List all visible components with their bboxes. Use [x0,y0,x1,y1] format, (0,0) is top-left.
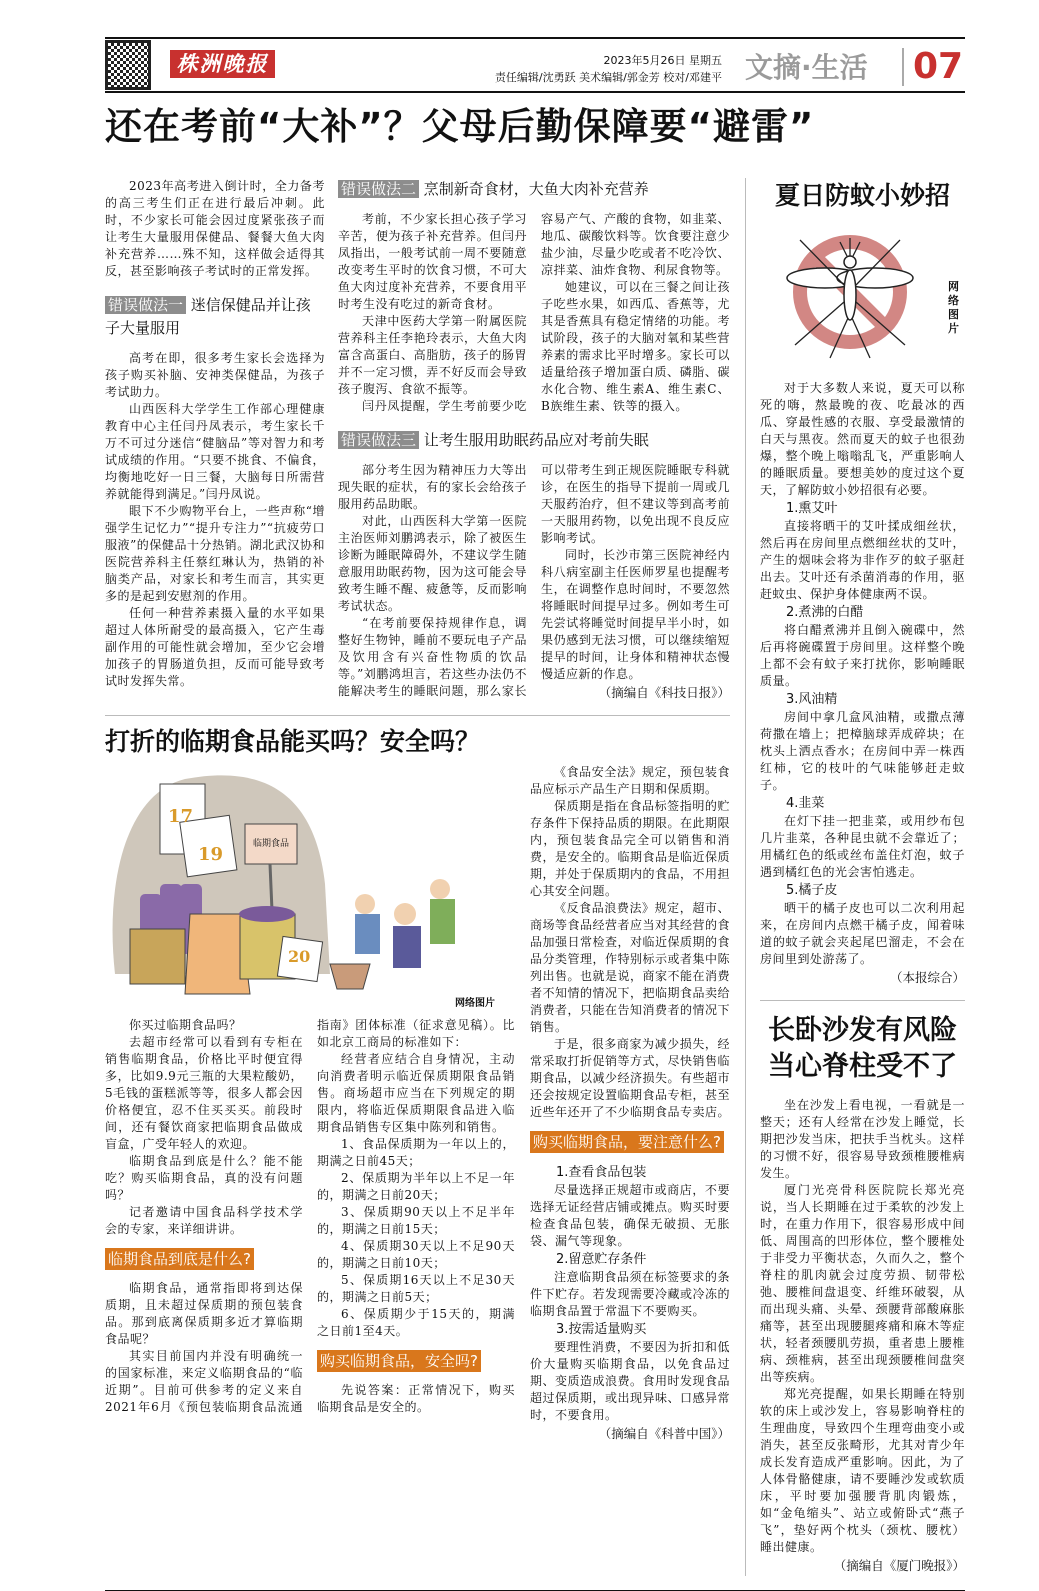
paragraph: 保质期是指在食品标签指明的贮存条件下保持品质的期限。在此期限内，预包装食品完全可以销售和消费，是安全的。临期食品是临近保质期，并处于保质期内的食品，不用担心其安全问题。 [530,799,731,898]
article-divider [105,715,730,716]
paragraph: 临期食品到底是什么？能不能吃？购买临期食品，真的没有问题吗？ [105,1154,303,1202]
tip-body: 直接将晒干的艾叶揉成细丝状，然后再在房间里点燃细丝状的艾叶，产生的烟味会将为非作歹的蚊子驱赶出去。艾叶还有杀菌消毒的作用，驱赶蚊虫、保护身体健康两不误。 [760,519,965,601]
issue-date: 2023年5月26日 星期五 [603,54,722,67]
tip-3 [760,690,965,794]
headline-sofa [760,1013,965,1085]
paragraph: 经营者应结合自身情况，主动向消费者明示临近保质期限食品销售。商场超市应当在下列规定的期限内，将临近保质期限食品进入临期食品销售专区集中陈列和销售。 [317,1052,515,1134]
tip-5 [760,881,965,968]
paragraph: 2、保质期为半年以上不足一年的，期满之日前20天； [317,1171,515,1202]
exam-s3-body [338,462,730,703]
paragraph: 《食品安全法》规定，预包装食品应标示产品生产日期和保质期。 [530,765,730,796]
exam-s1-heading [105,294,325,340]
paragraph: 对于大多数人来说，夏天可以称死的嗨，熬最晚的夜、吃最冰的西瓜、穿最性感的衣服、享受最激情的白天与黑夜。然而夏天的蚊子也很劲爆，整个晚上嗡嗡乱飞，严重影响人的睡眠质量。要想美妙的度过这个夏天，了解防蚊小妙招很有必要。 [760,381,965,497]
headline-mosquito: 夏日防蚊小妙招 [774,181,950,210]
paragraph: 闫丹凤提醒，学生考前要少吃容易产气、产酸的食物，如韭菜、地瓜、碳酸饮料等。饮食要注意少盐少油，尽量少吃或者不吃冷饮、凉拌菜、油炸食物、利尿食物等。 [362,212,730,413]
paragraph: 部分考生因为精神压力大等出现失眠的症状，有的家长会给孩子服用药品助眠。 [338,463,527,511]
exam-article [105,178,730,703]
tip-body: 要理性消费，不要因为折扣和低价大量购买临期食品，以免食品过期、变质造成浪费。食用时发现食品超过保质期，或出现异味、口感异常时，不要食用。 [530,1340,731,1422]
paragraph: 同时，长沙市第三医院神经内科八病室副主任医师罗星也提醒考生，在调整作息时间时，不要忽然将睡眠时间提早过多。例如考生可先尝试将睡觉时间提早半小时，如果仍感到无法习惯，可以继续缩短提早的时间，让身体和精神状态慢慢适应新的作息。 [541,548,730,681]
tip-heading: 5.橘子皮 [786,883,838,898]
food-s2-tag: 购买临期食品，安全吗? [317,1350,481,1372]
paragraph: 眼下不少购物平台上，一些声称“增强学生记忆力”“提升专注力”“抗疲劳口服液”的保健品十分热销。湖北武汉协和医院营养科主任蔡红琳认为，热销的补脑类产品，对家长和考生而言，其实更多的是起到安慰剂的作用。 [105,504,325,603]
exam-s2-body [338,211,730,415]
exam-s3-title: 让考生服用助眠药品应对考前失眠 [423,431,649,449]
food-tip-2 [530,1250,730,1320]
editor-credits: 责任编辑/沈勇跃 美术编辑/郭金芳 校对/邓建平 [494,71,722,84]
tip-heading: 2.留意贮存条件 [556,1252,647,1267]
paragraph: 坐在沙发上看电视，一看就是一整天；还有人经常在沙发上睡觉，长期把沙发当床，把扶手当枕头。这样的习惯不好，很容易导致颈椎腰椎病发生。 [760,1098,965,1180]
discount-shopping-illustration [105,764,495,1004]
tip-heading: 3.按需适量购买 [556,1322,647,1337]
food-image-credit: 网络图片 [455,998,495,1009]
paragraph: 《反食品浪费法》规定，超市、商场等食品经营者应当对其经营的食品加强日常检查，对临近保质期的食品分类管理，作特别标示或者集中陈列出售。也就是说，商家不能在消费者不知情的情况下，把临期食品卖给消费者，只能在告知消费者的情况下销售。 [530,901,731,1034]
exam-s2-tag: 错误做法二 [338,180,419,198]
paragraph: 天津中医药大学第一附属医院营养科主任李艳玲表示，大鱼大肉富含高蛋白、高脂肪，孩子的肠胃并不一定习惯，弄不好反而会导致孩子腹泻、食欲不振等。 [338,314,527,396]
food-s1-tag: 临期食品到底是什么? [105,1248,254,1270]
food-left-text [105,1017,515,1416]
tip-1 [760,499,965,603]
section-name: 文摘·生活 [745,51,868,84]
food-left-area [105,764,515,1416]
exam-s2-heading [338,178,730,201]
headline-exam: 还在考前“大补”？父母后勤保障要“避雷” [105,105,815,148]
paragraph: 去超市经常可以看到有专柜在销售临期食品，价格比平时便宜得多，比如9.9元三瓶的大果粒酸奶，5毛钱的蛋糕派等等，很多人都会因价格便宜，忍不住买买买。前段时间，还有餐饮商家把临期食品做成盲盒，广受年轻人的欢迎。 [105,1035,303,1151]
mosquito-source: （本报综合） [889,970,965,985]
paragraph: 厦门光亮骨科医院院长郑光亮说，当人长期睡在过于柔软的沙发上时，在重力作用下，很容易形成中间低、周围高的凹形体位，整个腰椎处于非受力平衡状态，久而久之，整个脊柱的肌肉就会过度劳损、韧带松弛、腰椎间盘退变、纤维环破裂，从而出现头痛、头晕、颈腰背部酸麻胀痛等，甚至出现腰腿疼痛和麻木等症状，轻者颈腰肌劳损，重者患上腰椎病、颈椎病，甚至出现颈腰椎间盘突出等疾病。 [760,1183,965,1384]
food-article [105,764,730,1444]
paragraph: 5、保质期16天以上不足30天的，期满之日前5天； [317,1273,515,1304]
exam-s1-title: 迷信保健品并让孩子大量服用 [105,296,311,337]
paragraph: “在考前要保持规律作息，调整好生物钟，睡前不要玩电子产品及饮用含有兴奋性物质的饮品等。”刘鹏鸿坦言，若这些办法仍不能解决考生的睡眠问题，那么家长可以带考生到正规医院睡眠专科就诊，在医生的指导下提前一周或几天服药治疗，但不建议等到高考前一天服用药物，以免出现不良反应影响考试。 [338,463,730,698]
tip-heading: 1.熏艾叶 [786,501,838,516]
right-column [760,178,965,1576]
newspaper-logo: 株洲晚报 [170,50,275,78]
mosquito-image [760,220,965,370]
paragraph: 其实目前国内并没有明确统一的国家标准，来定义临期食品的“临近期”。目前可供参考的定义来自2021年6月《预包装临期食品流通指南》团体标准（征求意见稿）。比如北京工商局的标准如下： [105,1018,515,1414]
exam-s1-tag: 错误做法一 [105,296,186,314]
sofa-source: （摘编自《厦门晚报》） [833,1558,965,1573]
tip-heading: 2.煮沸的白醋 [786,605,864,620]
exam-intro: 2023年高考进入倒计时，全力备考的高三考生们正在进行最后冲刺。此时，不少家长可能会因过度紧张孩子而让考生大量服用保健品、餐餐大鱼大肉补充营养……殊不知，这样做会适得其反，甚至影响孩子考试时的正常发挥。 [105,179,325,278]
exam-source: （摘编自《科技日报》） [598,685,730,700]
sofa-body [760,1097,965,1576]
calendar-19: 19 [198,844,224,865]
tip-body: 在灯下挂一把韭菜，或用纱布包几片韭菜，各种昆虫就不会靠近了；用橘红色的纸或丝布盖住灯泡，蚊子遇到橘红色的光会害怕逃走。 [760,814,965,879]
exam-middle-column [338,178,730,703]
food-illustration [105,764,505,1009]
main-area [105,178,730,1444]
paragraph: 先说答案：正常情况下，购买临期食品是安全的。 [317,1383,515,1414]
right-article-divider [760,1000,965,1001]
tip-heading: 1.查看食品包装 [556,1165,647,1180]
food-s2-heading [317,1350,515,1372]
tip-body: 房间中拿几盒风油精，或撒点薄荷撒在墙上；把樟脑球弄成碎块；在枕头上洒点香水；在房间中弄一株西红柿，它的枝叶的气味能够赶走蚊子。 [760,710,965,792]
paragraph: 郑光亮提醒，如果长期睡在特别软的床上或沙发上，容易影响脊柱的生理曲度，导致四个生理弯曲变小或消失，甚至反张畸形，尤其对青少年成长发育造成严重影响。因此，为了人体骨骼健康，请不要睡沙发或软质床，平时要加强腰背肌肉锻炼，如“金龟缩头”、站立或俯卧式“燕子飞”，垫好两个枕头（颈枕、腰枕）睡出健康。 [760,1387,965,1554]
exam-s3-heading [338,429,730,452]
sign-label: 临期食品 [253,839,290,849]
calendar-20: 20 [288,947,311,966]
tip-4 [760,794,965,881]
food-right-column [530,764,730,1444]
tip-heading: 3.风油精 [786,692,838,707]
paragraph: 1、食品保质期为一年以上的，期满之日前45天； [317,1137,515,1168]
mosquito-credit: 网络图片 [948,280,959,335]
no-mosquito-icon [770,220,940,360]
food-tip-3 [530,1320,730,1424]
food-source: （摘编自《科普中国》） [598,1426,730,1441]
tip-heading: 4.韭菜 [786,796,825,811]
food-s1-heading [105,1248,303,1270]
headline-line: 长卧沙发有风险 [768,1015,957,1046]
food-s3-tag: 购买临期食品，要注意什么? [530,1131,724,1153]
column-divider [745,178,746,1576]
exam-left-column [105,178,325,690]
page-number: 07 [913,46,964,87]
paragraph: 3、保质期90天以上不足半年的，期满之日前15天； [317,1205,515,1236]
paragraph: 她建议，可以在三餐之间让孩子吃些水果，如西瓜、香蕉等，尤其是香蕉具有稳定情绪的功能。考试阶段，孩子的大脑对氧和某些营养素的需求比平时增多。家长可以适量给孩子增加蛋白质、磷脂、碳水化合物、维生素A、维生素C、B族维生素、铁等的摄入。 [541,280,730,413]
paragraph: 4、保质期30天以上不足90天的，期满之日前10天； [317,1239,515,1270]
tip-body: 晒干的橘子皮也可以二次利用起来，在房间内点燃干橘子皮，闻着味道的蚊子就会夹起尾巴溜走，不会在房间里到处游荡了。 [760,901,965,966]
calendar-17: 17 [168,806,194,827]
paragraph: 记者邀请中国食品科学技术学会的专家，来详细讲讲。 [105,1205,303,1236]
paragraph: 于是，很多商家为减少损失，经常采取打折促销等方式，尽快销售临期食品，以减少经济损失。有些超市还会按规定设置临期食品专柜，甚至近些年还开了不少临期食品专卖店。 [530,1037,731,1119]
food-tip-1 [530,1163,730,1250]
paragraph: 考前，不少家长担心孩子学习辛苦，便为孩子补充营养。但闫丹凤指出，一般考试前一周不要随意改变考生平时的饮食习惯，不可大鱼大肉过度补充营养，不要食用平时考生没有吃过的新奇食材。 [338,212,527,311]
tip-2 [760,603,965,690]
paragraph: 你买过临期食品吗？ [129,1018,242,1032]
headline-food: 打折的临期食品能买吗？安全吗？ [105,727,481,756]
paragraph: 山西医科大学学生工作部心理健康教育中心主任闫丹凤表示，考生家长千万不可过分迷信“健脑品”等对智力和考试成绩的作用。“只要不挑食、不偏食，均衡地吃好一日三餐，大脑每日所需营养就能得到满足。”闫丹凤说。 [105,402,325,501]
food-s3-heading [530,1131,730,1153]
paragraph: 对此，山西医科大学第一医院主治医师刘鹏鸿表示，除了被医生诊断为睡眠障碍外，不建议学生随意服用助眠药物，因为这可能会导致考生睡不醒、疲惫等，反而影响考试状态。 [338,514,527,613]
headline-line: 当心脊柱受不了 [768,1051,957,1082]
paragraph: 任何一种营养素摄入量的水平如果超过人体所耐受的最高摄入，它产生毒副作用的可能性就会增加，至少它会增加孩子的胃肠道负担，反而可能导致考试时发挥失常。 [105,606,325,688]
tip-body: 注意临期食品须在标签要求的条件下贮存。若发现需要冷藏或冷冻的临期食品置于常温下不要购买。 [530,1270,731,1318]
paragraph: 6、保质期少于15天的，期满之日前1至4天。 [317,1307,515,1338]
exam-s3-tag: 错误做法三 [338,431,419,449]
tip-body: 将白醋煮沸并且倒入碗碟中，然后再将碗碟置于房间里。这样整个晚上都不会有蚊子来打扰你，影响睡眠质量。 [760,623,965,688]
mosquito-body [760,380,965,988]
tip-body: 尽量选择正规超市或商店，不要选择无证经营店铺或摊点。购买时要检查食品包装，确保无破损、无胀袋、漏气等现象。 [530,1183,731,1248]
paragraph: 高考在即，很多考生家长会选择为孩子购买补脑、安神类保健品，为孩子考试助力。 [105,351,325,399]
paragraph: 临期食品，通常指即将到达保质期，且未超过保质期的预包装食品。那到底离保质期多近才算临期食品呢？ [105,1281,303,1346]
exam-s2-title: 烹制新奇食材，大鱼大肉补充营养 [423,180,649,198]
